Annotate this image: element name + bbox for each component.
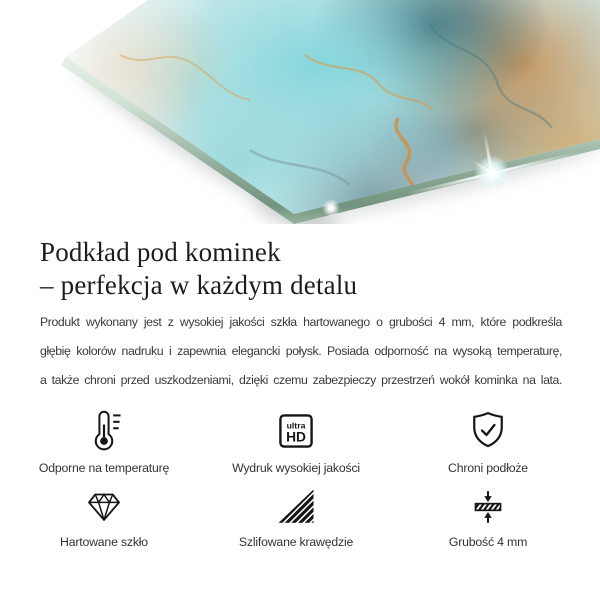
features-grid (8, 409, 584, 549)
feature-label: Szlifowane krawędzie (238, 535, 354, 549)
ultra-hd-icon (274, 409, 318, 453)
feature-label: Wydruk wysokiej jakości (232, 461, 360, 475)
description-line: a także chroni przed uszkodzeniami, dzięki czemu zabezpieczy przestrzeń wokół kominka na lata. (40, 373, 562, 387)
ultra-hd-text-top: ultra (286, 420, 306, 431)
ultra-hd-text-bottom: HD (286, 429, 306, 445)
page-title (40, 236, 560, 302)
page-title-line-1: Podkład pod kominek (40, 237, 281, 267)
feature-temperature-resistant (8, 409, 200, 475)
product-info-section (0, 236, 600, 395)
diamond-icon (84, 487, 124, 527)
sparkle-glow (474, 155, 510, 191)
feature-protects-floor (392, 409, 584, 475)
thermometer-icon (82, 409, 126, 453)
polished-edges-icon (276, 487, 316, 527)
product-description (40, 308, 562, 395)
feature-tempered-glass (8, 487, 200, 549)
thickness-icon (468, 487, 508, 527)
feature-polished-edges (200, 487, 392, 549)
glass-panel-marble-art (0, 0, 600, 224)
feature-label: Odporne na temperaturę (38, 461, 170, 475)
description-line: Produkt wykonany jest z wysokiej jakości szkła hartowanego o grubości 4 mm, które podkreśla (40, 315, 562, 329)
small-glint (322, 199, 340, 217)
page-title-line-2: – perfekcja w każdym detalu (40, 270, 358, 300)
description-line: głębię kolorów nadruku i zapewnia elegancki połysk. Posiada odporność na wysoką temperaturę, (40, 344, 562, 358)
feature-print-quality (200, 409, 392, 475)
marble-veins (0, 0, 600, 224)
feature-label: Chroni podłoże (448, 461, 528, 475)
feature-label: Hartowane szkło (60, 535, 148, 549)
feature-thickness (392, 487, 584, 549)
shield-check-icon (466, 409, 510, 453)
product-image (0, 0, 600, 224)
feature-label: Grubość 4 mm (448, 535, 528, 549)
